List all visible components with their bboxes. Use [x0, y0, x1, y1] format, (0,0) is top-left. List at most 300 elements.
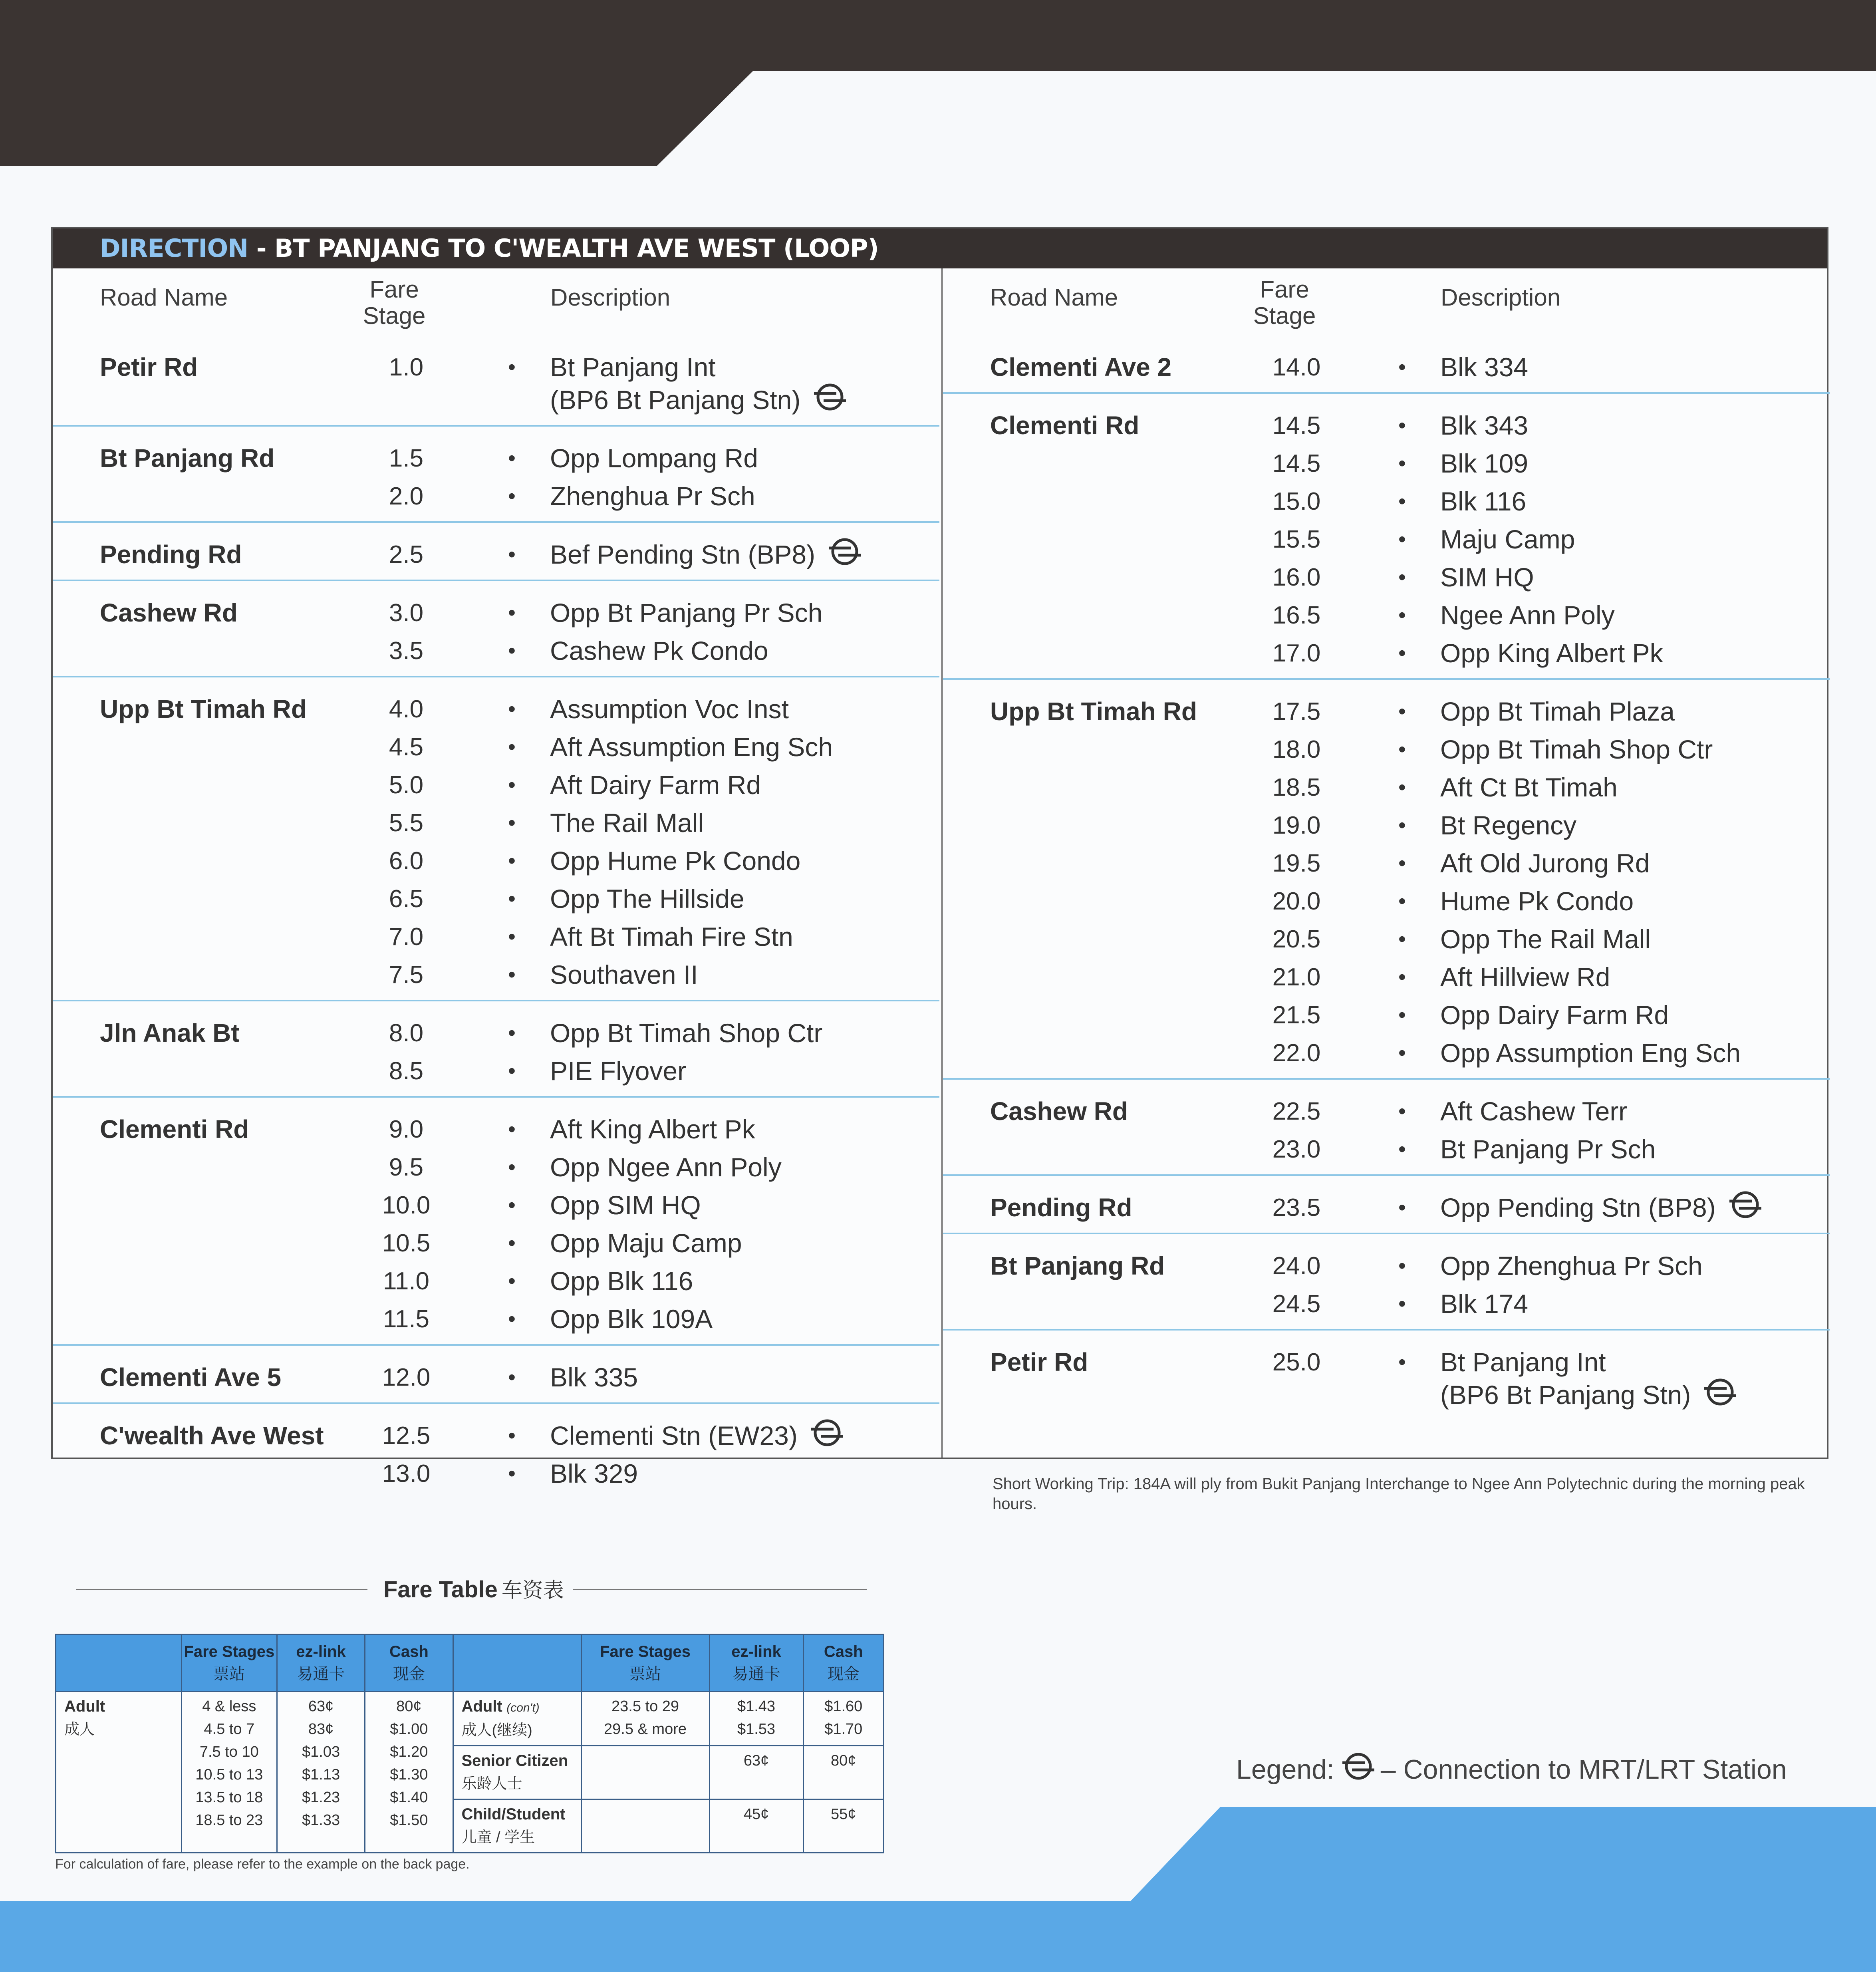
stop-row: [943, 769, 1830, 806]
group-separator: [943, 392, 1830, 394]
stop-description-text: Opp Zhenghua Pr Sch: [1440, 1251, 1703, 1281]
bullet: •: [508, 849, 516, 873]
header-ezlink-2: [709, 1634, 803, 1692]
bullet: •: [508, 1462, 516, 1485]
road-group: [53, 348, 939, 419]
stop-row: [53, 1455, 939, 1493]
group-separator: [53, 1000, 939, 1001]
fare-value: 10.5 to 13: [195, 1766, 263, 1783]
fare-value: $1.00: [390, 1721, 428, 1738]
stop-description: [550, 880, 744, 918]
adult-cash-fares: [365, 1692, 453, 1853]
stop-description: [1440, 1189, 1764, 1229]
bullet: •: [1398, 565, 1406, 589]
bullet: •: [1398, 775, 1406, 799]
description-header: Description: [1441, 284, 1561, 311]
bullet: •: [508, 697, 516, 721]
stop-description: [550, 1148, 782, 1186]
group-separator: [53, 1402, 939, 1404]
stop-description-text: The Rail Mall: [550, 808, 704, 838]
fare-stage: 22.5: [1272, 1098, 1321, 1125]
fare-stage: 3.0: [389, 599, 424, 627]
header-fare-stages-zh: 票站: [629, 1665, 661, 1683]
stop-description-text: Opp King Albert Pk: [1440, 638, 1663, 668]
group-separator: [53, 1096, 939, 1098]
stop-row: [53, 536, 939, 574]
fare-value: $1.23: [302, 1789, 340, 1806]
bullet: •: [508, 963, 516, 987]
stop-row: [943, 806, 1830, 844]
fare-table-title-row: [76, 1574, 867, 1606]
stop-description-text: Southaven II: [550, 960, 698, 989]
bullet: •: [508, 355, 516, 379]
stop-description: [1440, 1247, 1703, 1285]
stop-description: [1440, 1034, 1741, 1072]
stop-description-text: Opp Bt Timah Shop Ctr: [550, 1018, 823, 1048]
road-group: [943, 407, 1830, 672]
stop-description-text: Blk 335: [550, 1362, 638, 1392]
stop-description-text: Opp Lompang Rd: [550, 443, 758, 473]
fare-stage: 11.5: [383, 1305, 430, 1333]
road-group: [943, 693, 1830, 1072]
bullet: •: [1398, 1254, 1406, 1278]
stop-description: [1440, 1343, 1606, 1381]
stop-row: [53, 728, 939, 766]
adult-cont-ezlink-fares: [709, 1692, 803, 1746]
bullet: •: [1398, 1003, 1406, 1027]
fare-table: [55, 1634, 884, 1853]
senior-cash-fare: 80¢: [803, 1746, 883, 1799]
road-name: Bt Panjang Rd: [100, 444, 275, 473]
stop-description-text: Aft Ct Bt Timah: [1440, 773, 1618, 802]
bullet: •: [508, 542, 516, 566]
road-group: [943, 1247, 1830, 1323]
bullet: •: [1398, 527, 1406, 551]
senior-ezlink-fare: 63¢: [709, 1746, 803, 1799]
stop-description: [550, 690, 789, 728]
road-group: [53, 536, 939, 574]
stop-row: [943, 407, 1830, 445]
road-name: Petir Rd: [990, 1348, 1088, 1376]
stop-row: [53, 1417, 939, 1455]
stop-row: [53, 632, 939, 670]
fare-stage: 22.0: [1272, 1039, 1321, 1067]
stop-row: [53, 1148, 939, 1186]
adult-ezlink-fares: [277, 1692, 365, 1853]
stop-row: [943, 1092, 1830, 1130]
stop-description: [1440, 958, 1610, 996]
fare-stage: 10.0: [382, 1192, 431, 1219]
fare-stage: 15.0: [1272, 488, 1321, 515]
stop-row: [943, 1247, 1830, 1285]
stop-row: [943, 596, 1830, 634]
bullet: •: [508, 1193, 516, 1217]
bullet: •: [1398, 1292, 1406, 1316]
header-fare-stages-en: Fare Stages: [184, 1643, 275, 1660]
stop-row: [943, 445, 1830, 483]
adult-cont-label: Adult: [461, 1698, 502, 1715]
road-name: Cashew Rd: [100, 598, 238, 627]
stop-row: [53, 1224, 939, 1262]
road-group: [53, 1110, 939, 1338]
stop-row: [53, 594, 939, 632]
stop-description: [1440, 1285, 1528, 1323]
mrt-station-icon: [826, 537, 863, 576]
fare-value: 83¢: [308, 1721, 334, 1738]
fare-stage: 19.5: [1272, 850, 1321, 877]
fare-stage: 2.5: [389, 541, 424, 568]
bullet: •: [1398, 965, 1406, 989]
stop-description-text: Opp Bt Timah Shop Ctr: [1440, 735, 1713, 764]
bullet: •: [1398, 603, 1406, 627]
stop-description-text: Aft King Albert Pk: [550, 1114, 755, 1144]
adult-label: Adult: [64, 1698, 105, 1715]
legend-label: Legend:: [1236, 1754, 1334, 1785]
fare-stage: 7.0: [389, 923, 424, 951]
fare-value: 23.5 to 29: [611, 1698, 679, 1715]
bullet: •: [1398, 489, 1406, 513]
stop-description: [550, 477, 755, 515]
bullet: •: [508, 1021, 516, 1045]
bullet: •: [1398, 927, 1406, 951]
fare-stage-header-line2: Stage: [1253, 302, 1316, 329]
fare-value: 63¢: [308, 1698, 334, 1715]
fare-value: $1.03: [302, 1744, 340, 1760]
stop-row: [53, 1052, 939, 1090]
stop-row: [943, 520, 1830, 558]
stop-description-text: Opp Blk 116: [550, 1266, 693, 1296]
fare-stage: 25.0: [1272, 1348, 1321, 1376]
fare-stage: 23.0: [1272, 1136, 1321, 1163]
stop-description-text: Clementi Stn (EW23): [550, 1421, 798, 1450]
fare-stage: 21.0: [1272, 963, 1321, 991]
fare-value: 4 & less: [202, 1698, 256, 1715]
fare-table-title-zh: 车资表: [501, 1579, 564, 1602]
fare-stage: 7.5: [389, 961, 424, 989]
stop-row: [53, 880, 939, 918]
stop-description-text: Bt Regency: [1440, 810, 1577, 840]
stop-description-text: Blk 329: [550, 1459, 638, 1488]
stop-row: [53, 804, 939, 842]
road-group: [943, 1189, 1830, 1227]
stop-row: [943, 1343, 1830, 1414]
fare-stage: 1.5: [389, 445, 424, 472]
stop-row: [53, 766, 939, 804]
bullet: •: [508, 1424, 516, 1448]
senior-stages-blank: [581, 1746, 709, 1799]
fare-value: $1.40: [390, 1789, 428, 1806]
stop-description: [1440, 348, 1528, 386]
fare-stage-header-line1: Fare: [369, 276, 419, 303]
group-separator: [943, 678, 1830, 680]
header-blank: [56, 1634, 182, 1692]
stop-description-text: Aft Hillview Rd: [1440, 962, 1610, 992]
child-stages-blank: [581, 1799, 709, 1853]
road-name: Upp Bt Timah Rd: [100, 695, 307, 723]
fare-stage: 21.5: [1272, 1001, 1321, 1029]
stop-row: [943, 844, 1830, 882]
header-ezlink: [277, 1634, 365, 1692]
short-working-trip-note: Short Working Trip: 184A will ply from Bukit Panjang Interchange to Ngee Ann Polytechnic during the morning peak hours.: [993, 1475, 1805, 1513]
fare-table-header-row: [56, 1634, 884, 1692]
stop-description-text: Opp The Rail Mall: [1440, 924, 1651, 954]
fare-stage: 12.5: [382, 1422, 431, 1450]
adult-cont-suffix: (con't): [506, 1701, 540, 1714]
road-name: Cashew Rd: [990, 1097, 1128, 1126]
adult-label-zh: 成人: [64, 1721, 95, 1738]
stop-description-text: Zhenghua Pr Sch: [550, 481, 755, 511]
stop-description: [550, 766, 761, 804]
road-name: Bt Panjang Rd: [990, 1251, 1165, 1280]
senior-category: [453, 1746, 581, 1799]
stop-description-text: Opp Blk 109A: [550, 1304, 713, 1334]
stop-description-text: Blk 334: [1440, 352, 1529, 382]
stop-description: [550, 439, 758, 477]
stop-description: [550, 1110, 755, 1148]
bullet: •: [508, 601, 516, 625]
stop-description: [1440, 920, 1651, 958]
group-separator: [53, 676, 939, 677]
fare-stage: 3.5: [389, 637, 424, 665]
stop-description-line2-text: (BP6 Bt Panjang Stn): [1440, 1380, 1691, 1410]
stop-row: [53, 1262, 939, 1300]
bullet: •: [508, 811, 516, 835]
road-group: [943, 1092, 1830, 1168]
stop-row: [943, 634, 1830, 672]
title-rule-left: [76, 1589, 367, 1590]
stop-row: [53, 439, 939, 477]
header-blank-2: [453, 1634, 581, 1692]
fare-stage: 6.5: [389, 885, 424, 913]
fare-stage: 18.0: [1272, 736, 1321, 763]
legend-text: – Connection to MRT/LRT Station: [1380, 1754, 1787, 1785]
road-name: Upp Bt Timah Rd: [990, 697, 1197, 726]
fare-value: $1.43: [737, 1698, 776, 1715]
adult-category: [56, 1692, 182, 1853]
stop-row: [943, 996, 1830, 1034]
stop-description: [550, 1014, 822, 1052]
fare-stage: 16.0: [1272, 564, 1321, 591]
bullet: •: [1398, 851, 1406, 875]
stop-row: [943, 558, 1830, 596]
stop-description: [550, 1417, 846, 1457]
stop-description: [1440, 634, 1663, 672]
stop-row: [53, 1186, 939, 1224]
stop-description: [550, 1186, 701, 1224]
fare-value: $1.60: [824, 1698, 863, 1715]
header-cash-zh: 现金: [827, 1665, 860, 1683]
stop-description: [1440, 520, 1575, 558]
group-separator: [53, 425, 939, 427]
stop-description-text: Aft Dairy Farm Rd: [550, 770, 761, 800]
stop-description: [1440, 445, 1528, 483]
stop-description: [550, 536, 863, 576]
road-name: Petir Rd: [100, 353, 198, 381]
fare-stage: 20.5: [1272, 925, 1321, 953]
fare-stage: 6.0: [389, 847, 424, 875]
fare-stage: 16.5: [1272, 602, 1321, 629]
stop-description-text: Bt Panjang Int: [1440, 1347, 1606, 1377]
fare-stage: 14.5: [1272, 450, 1321, 477]
stop-description: [1440, 407, 1528, 445]
mrt-station-icon: [1340, 1752, 1377, 1791]
group-separator: [53, 1344, 939, 1346]
header-ezlink-en: ez-link: [731, 1643, 781, 1660]
stop-description: [1440, 1092, 1627, 1130]
adult-fare-stages: [181, 1692, 277, 1853]
stop-description-line2: [550, 381, 848, 421]
title-rule-right: [573, 1589, 867, 1590]
stop-description: [550, 1300, 713, 1338]
bullet: •: [1398, 699, 1406, 723]
stop-row: [943, 348, 1830, 386]
fare-table-title-en: Fare Table: [383, 1577, 498, 1603]
legend: [1236, 1750, 1787, 1791]
stop-description: [550, 956, 698, 994]
bullet: •: [508, 1307, 516, 1331]
fare-stage: 15.5: [1272, 526, 1321, 553]
header-fare-stages-en: Fare Stages: [600, 1643, 691, 1660]
fare-stage-header: [348, 276, 440, 329]
stop-description-text: Aft Bt Timah Fire Stn: [550, 922, 793, 951]
stop-row: [53, 477, 939, 515]
stop-description-text: Opp Bt Timah Plaza: [1440, 697, 1675, 726]
stop-description: [1440, 693, 1675, 731]
fare-stage: 8.5: [389, 1057, 424, 1085]
header-ezlink-zh: 易通卡: [732, 1665, 780, 1683]
stop-description: [550, 1455, 638, 1493]
bullet: •: [508, 1117, 516, 1141]
group-separator: [943, 1233, 1830, 1234]
header-cash-zh: 现金: [393, 1665, 425, 1683]
stop-description-text: Maju Camp: [1440, 524, 1575, 554]
stop-row: [53, 348, 939, 419]
group-separator: [53, 521, 939, 523]
stop-description-text: Bef Pending Stn (BP8): [550, 540, 816, 569]
fare-value: 29.5 & more: [604, 1721, 687, 1738]
road-group: [943, 1343, 1830, 1414]
road-name: Clementi Ave 2: [990, 353, 1172, 381]
stop-row: [53, 1110, 939, 1148]
senior-label: Senior Citizen: [461, 1752, 568, 1769]
stop-description: [550, 1052, 686, 1090]
bullet: •: [1398, 813, 1406, 837]
fare-row-1: [56, 1692, 884, 1746]
stop-description-text: Opp Maju Camp: [550, 1228, 742, 1258]
road-name: Pending Rd: [990, 1193, 1132, 1222]
stop-description-text: Blk 116: [1440, 487, 1527, 516]
direction-label: DIRECTION: [100, 234, 248, 263]
stop-description: [1440, 882, 1634, 920]
road-name: Clementi Rd: [100, 1115, 249, 1144]
stop-description-line2: [1440, 1376, 1739, 1416]
bullet: •: [1398, 413, 1406, 437]
header-ezlink-zh: 易通卡: [297, 1665, 345, 1683]
fare-stage: 5.5: [389, 809, 424, 837]
stop-description: [1440, 806, 1576, 844]
bullet: •: [508, 1155, 516, 1179]
stop-row: [943, 1189, 1830, 1227]
stop-description: [1440, 769, 1618, 806]
stop-row: [943, 731, 1830, 769]
fare-stage: 14.5: [1272, 412, 1321, 439]
fare-stage: 2.0: [389, 483, 424, 510]
bullet: •: [1398, 889, 1406, 913]
fare-stage: 9.5: [389, 1154, 424, 1181]
fare-value: $1.70: [824, 1721, 863, 1738]
fare-stage-header-line2: Stage: [363, 302, 426, 329]
fare-stage: 20.0: [1272, 888, 1321, 915]
bullet: •: [508, 1059, 516, 1083]
stop-description-text: Bt Panjang Pr Sch: [1440, 1134, 1656, 1164]
route-direction-table: [51, 227, 1828, 1488]
stop-description-text: Opp Pending Stn (BP8): [1440, 1193, 1716, 1222]
bullet: •: [1398, 641, 1406, 665]
header-fare-stages: [181, 1634, 277, 1692]
stop-row: [53, 1300, 939, 1338]
fare-stage: 17.0: [1272, 639, 1321, 667]
stop-description-text: SIM HQ: [1440, 562, 1534, 592]
road-group: [53, 439, 939, 515]
road-group: [53, 1358, 939, 1396]
child-label-zh: 儿童 / 学生: [461, 1829, 535, 1846]
stop-description: [550, 348, 716, 386]
stop-description: [1440, 731, 1713, 769]
stop-row: [943, 483, 1830, 520]
header-cash: [365, 1634, 453, 1692]
stop-description: [550, 1262, 693, 1300]
stop-description: [550, 1358, 638, 1396]
fare-value: $1.33: [302, 1812, 340, 1829]
adult-cont-fare-stages: [581, 1692, 709, 1746]
fare-footnote: For calculation of fare, please refer to the example on the back page.: [55, 1857, 470, 1872]
stop-row: [53, 956, 939, 994]
fare-stage: 19.0: [1272, 812, 1321, 839]
stop-description-text: Opp Ngee Ann Poly: [550, 1152, 782, 1182]
road-name: Pending Rd: [100, 540, 242, 569]
fare-stage: 18.5: [1272, 774, 1321, 801]
stop-description-text: Aft Cashew Terr: [1440, 1096, 1628, 1126]
stop-description-text: Aft Assumption Eng Sch: [550, 732, 833, 762]
road-name: Jln Anak Bt: [100, 1019, 240, 1047]
stop-description: [550, 632, 768, 670]
bullet: •: [508, 1365, 516, 1389]
fare-value: 18.5 to 23: [195, 1812, 263, 1829]
fare-stage: 9.0: [389, 1116, 424, 1143]
fare-stage: 8.0: [389, 1019, 424, 1047]
fare-stage: 10.5: [382, 1229, 431, 1257]
fare-value: 7.5 to 10: [199, 1744, 259, 1760]
bullet: •: [1398, 1137, 1406, 1161]
bullet: •: [1398, 1196, 1406, 1219]
stop-description-text: Opp Bt Panjang Pr Sch: [550, 598, 823, 628]
stop-description-text: Bt Panjang Int: [550, 352, 716, 382]
stop-description-text: Hume Pk Condo: [1440, 886, 1634, 916]
stop-description-text: Assumption Voc Inst: [550, 694, 789, 724]
stop-description: [1440, 596, 1615, 634]
road-name-header: Road Name: [100, 284, 228, 311]
bullet: •: [1398, 355, 1406, 379]
fare-stage: 12.0: [382, 1364, 431, 1391]
stop-row: [943, 920, 1830, 958]
mrt-station-icon: [809, 1418, 846, 1457]
header-fare-stages-zh: 票站: [213, 1665, 245, 1683]
stop-row: [53, 842, 939, 880]
mrt-station-icon: [812, 383, 848, 421]
fare-value: $1.30: [390, 1766, 428, 1783]
stop-description: [1440, 1130, 1656, 1168]
stop-description-text: Ngee Ann Poly: [1440, 600, 1615, 630]
